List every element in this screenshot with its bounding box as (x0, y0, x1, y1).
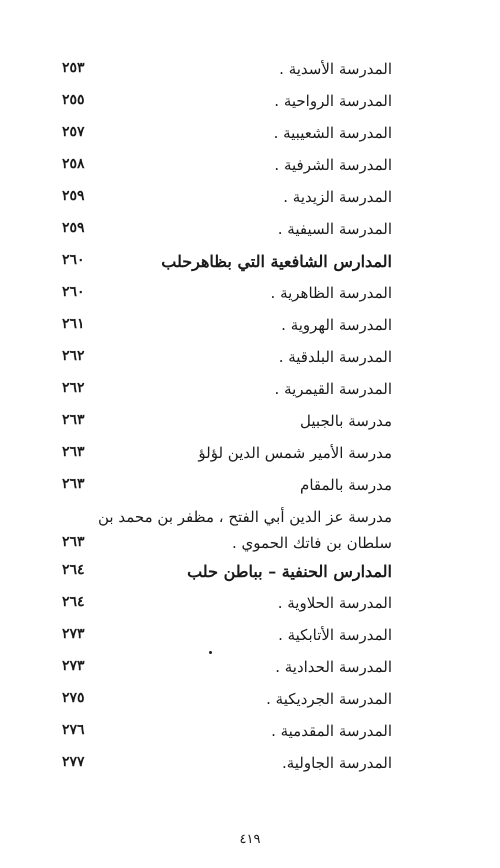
toc-entry (62, 472, 392, 504)
toc-entry (62, 750, 392, 782)
toc-entry-page: ٢٧٣ (62, 658, 85, 674)
toc-entry-page: ٢٦٠ (62, 252, 85, 268)
toc-entry-page: ٢٥٨ (62, 156, 85, 172)
toc-entry (62, 184, 392, 216)
toc-entry-page: ٢٦٤ (62, 562, 85, 578)
toc-entry-title: المدرسة الأتابكية . (278, 626, 392, 644)
toc-entry-page: ٢٦٠ (62, 284, 85, 300)
toc-entry-title: المدرسة الهروية . (281, 316, 392, 334)
toc-entry-title: المدرسة السيفية . (277, 220, 392, 238)
toc-entry-page: ٢٦٣ (62, 444, 85, 460)
toc-entry-page: ٢٧٥ (62, 690, 85, 706)
toc-entry (62, 88, 392, 120)
toc-entry-page: ٢٧٦ (62, 722, 85, 738)
toc-entry (62, 216, 392, 248)
section-heading-row (62, 558, 392, 590)
toc-entry-page: ٢٦٣ (62, 534, 85, 550)
toc-entry (62, 312, 392, 344)
toc-entry (62, 408, 392, 440)
page-number: ٤١٩ (239, 832, 261, 847)
toc-entry-title: المدرسة الرواحية . (274, 92, 392, 110)
toc-entry-page: ٢٦٤ (62, 594, 85, 610)
toc-entry-title: المدرسة الشعيبية . (273, 124, 392, 142)
toc-entry (62, 590, 392, 622)
toc-entry-title: مدرسة عز الدين أبي الفتح ، مظفر بن محمد بن سلطان بن فاتك الحموي . (98, 508, 392, 552)
toc-entry (62, 622, 392, 654)
toc-entry-page: ٢٧٧ (62, 754, 85, 770)
toc-entry-title: المدرسة الشرفية . (274, 156, 392, 174)
toc-entry-page: ٢٦٣ (62, 476, 85, 492)
toc-entry-page: ٢٦٢ (62, 380, 85, 396)
toc-entry-title: المدرسة الحدادية . (275, 658, 392, 676)
toc-entry-title: المدارس الشافعية التي بظاهرحلب (161, 252, 392, 271)
toc-entry (62, 152, 392, 184)
toc-entry-page: ٢٧٣ (62, 626, 85, 642)
table-of-contents (62, 56, 392, 782)
toc-entry (62, 344, 392, 376)
toc-entry (62, 504, 392, 558)
toc-entry-title: المدرسة البلدقية . (278, 348, 392, 366)
section-heading-row (62, 248, 392, 280)
toc-entry (62, 56, 392, 88)
print-speck (209, 651, 212, 654)
toc-entry-title: المدارس الحنفية – بباطن حلب (187, 562, 392, 581)
toc-entry-title: مدرسة بالجبيل (300, 412, 392, 430)
toc-entry-page: ٢٥٩ (62, 220, 85, 236)
toc-entry-title: المدرسة الأسدية . (279, 60, 392, 78)
toc-entry-title: مدرسة الأمير شمس الدين لؤلؤ (198, 444, 392, 462)
toc-entry-page: ٢٦١ (62, 316, 85, 332)
toc-entry-title: المدرسة المقدمية . (271, 722, 392, 740)
toc-entry-page: ٢٥٧ (62, 124, 85, 140)
toc-entry-page: ٢٥٣ (62, 60, 85, 76)
toc-entry (62, 686, 392, 718)
toc-entry (62, 440, 392, 472)
toc-entry-title: المدرسة الجاولية. (281, 754, 392, 772)
toc-entry (62, 120, 392, 152)
toc-entry (62, 376, 392, 408)
toc-entry-title: مدرسة بالمقام (300, 476, 392, 494)
toc-entry-title: المدرسة الزيدية . (283, 188, 392, 206)
toc-entry (62, 654, 392, 686)
toc-entry-title: المدرسة الحلاوية . (277, 594, 392, 612)
toc-entry-page: ٢٦٢ (62, 348, 85, 364)
toc-entry (62, 718, 392, 750)
toc-entry (62, 280, 392, 312)
toc-entry-title: المدرسة الجرديكية . (266, 690, 392, 708)
toc-entry-page: ٢٦٣ (62, 412, 85, 428)
toc-entry-page: ٢٥٥ (62, 92, 85, 108)
toc-entry-page: ٢٥٩ (62, 188, 85, 204)
toc-entry-title: المدرسة القيمرية . (274, 380, 392, 398)
toc-entry-title: المدرسة الظاهرية . (270, 284, 392, 302)
